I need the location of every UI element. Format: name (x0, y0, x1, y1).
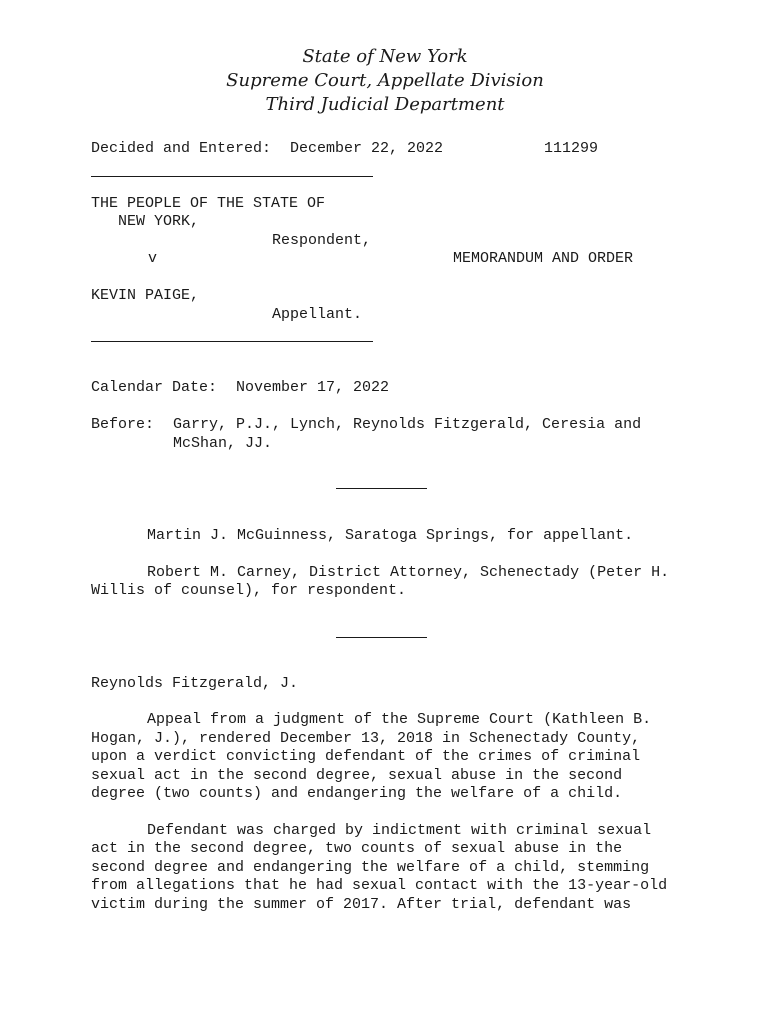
header-department: Third Judicial Department (265, 94, 505, 115)
party1-role: Respondent, (272, 232, 372, 249)
calendar-label: Calendar Date: (91, 379, 218, 396)
order-type: MEMORANDUM AND ORDER (453, 250, 634, 267)
para2-line: from allegations that he had sexual contact with the 13-year-old (91, 877, 668, 894)
para2-line: act in the second degree, two counts of sexual abuse in the (91, 840, 623, 857)
separator-rule-2 (336, 637, 427, 638)
party2: KEVIN PAIGE, (91, 287, 200, 304)
opinion-author: Reynolds Fitzgerald, J. (91, 675, 299, 692)
caption-top-rule (91, 176, 373, 177)
before-label: Before: (91, 416, 155, 433)
para2-line: victim during the summer of 2017. After trial, defendant was (91, 896, 632, 913)
counsel-respondent-line1: Robert M. Carney, District Attorney, Schenectady (Peter H. (147, 564, 670, 581)
party1-line2: NEW YORK, (118, 213, 200, 230)
para1-line: Appeal from a judgment of the Supreme Court (Kathleen B. (147, 711, 652, 728)
calendar-date: November 17, 2022 (236, 379, 390, 396)
counsel-respondent-line2: Willis of counsel), for respondent. (91, 582, 407, 599)
para1-line: degree (two counts) and endangering the welfare of a child. (91, 785, 623, 802)
party1-line1: THE PEOPLE OF THE STATE OF (91, 195, 326, 212)
decided-date: December 22, 2022 (290, 140, 444, 157)
header-state: State of New York (302, 46, 468, 67)
para1-line: sexual act in the second degree, sexual abuse in the second (91, 767, 623, 784)
counsel-appellant: Martin J. McGuinness, Saratoga Springs, for appellant. (147, 527, 634, 544)
versus: v (148, 250, 158, 267)
para1-line: upon a verdict convicting defendant of the crimes of criminal (91, 748, 641, 765)
caption-bottom-rule (91, 341, 373, 342)
party2-role: Appellant. (272, 306, 363, 323)
before-line2: McShan, JJ. (173, 435, 273, 452)
docket-number: 111299 (544, 140, 599, 157)
para2-line: second degree and endangering the welfare of a child, stemming (91, 859, 650, 876)
separator-rule-1 (336, 488, 427, 489)
header-court: Supreme Court, Appellate Division (226, 70, 544, 91)
para2-line: Defendant was charged by indictment with criminal sexual (147, 822, 652, 839)
para1-line: Hogan, J.), rendered December 13, 2018 in Schenectady County, (91, 730, 641, 747)
before-line1: Garry, P.J., Lynch, Reynolds Fitzgerald, Ceresia and (173, 416, 642, 433)
decided-label: Decided and Entered: (91, 140, 272, 157)
